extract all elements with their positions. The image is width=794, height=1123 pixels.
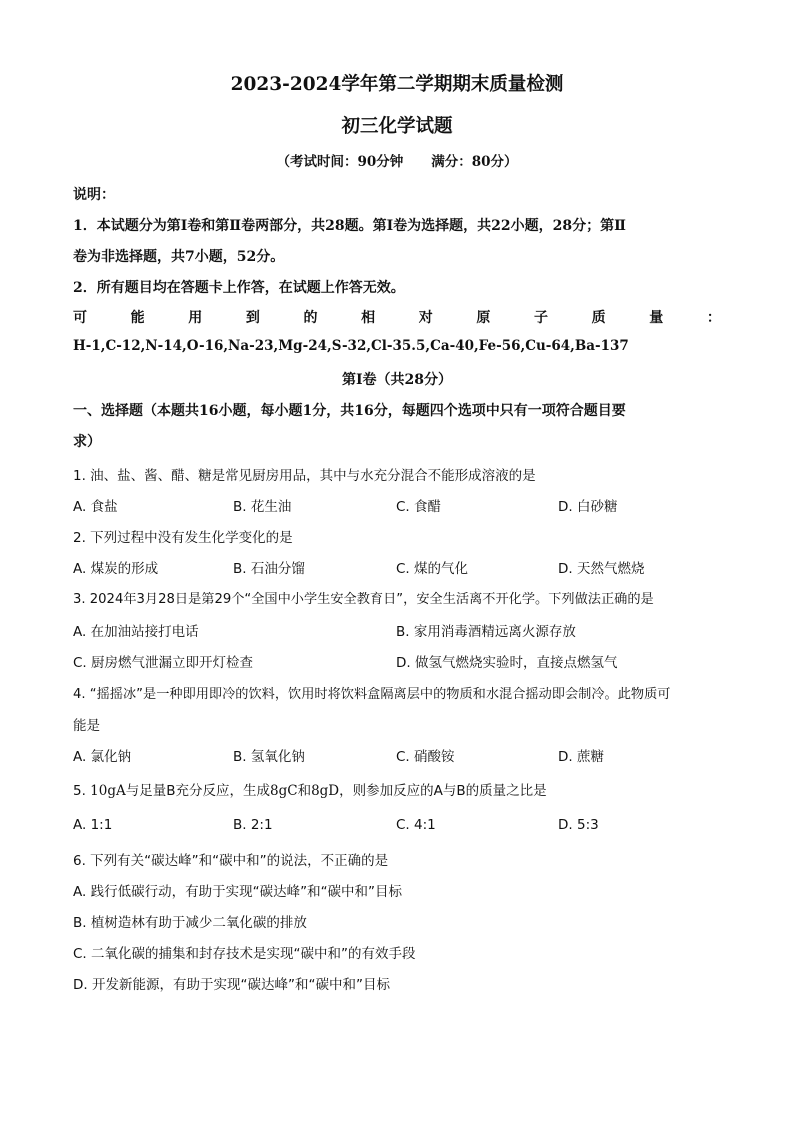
exam-title: 2023-2024学年第二学期期末质量检测 <box>230 74 564 95</box>
question-5-stem <box>73 779 547 799</box>
question-4-option-a: A. 氯化钠 <box>73 749 132 765</box>
stem-text: ，则参加反应的A与B的质量之比是 <box>339 783 547 799</box>
question-2-option-a: A. 煤炭的形成 <box>73 561 159 577</box>
label-char: 到 <box>245 310 260 326</box>
question-3-option-d: D. 做氢气燃烧实验时，直接点燃氢气 <box>396 655 618 671</box>
question-6-stem: 6. 下列有关“碳达峰”和“碳中和”的说法，不正确的是 <box>73 853 389 869</box>
question-2-option-d: D. 天然气燃烧 <box>558 561 645 577</box>
question-1-option-b: B. 花生油 <box>233 499 292 515</box>
question-6-option-c: C. 二氧化碳的捕集和封存技术是实现“碳中和”的有效手段 <box>73 946 416 962</box>
label-char: 原 <box>476 310 491 326</box>
question-2-option-c: C. 煤的气化 <box>396 561 469 577</box>
question-6-option-d: D. 开发新能源，有助于实现“碳达峰”和“碳中和”目标 <box>73 977 390 993</box>
label-char: ： <box>706 310 721 326</box>
question-6-option-a: A. 践行低碳行动，有助于实现“碳达峰”和“碳中和”目标 <box>73 884 403 900</box>
formula-term: 8gC <box>270 783 298 799</box>
question-4-stem-line-2: 能是 <box>73 718 100 734</box>
score-info: 满分：80分） <box>431 154 518 170</box>
note-2: 2．所有题目均在答题卡上作答，在试题上作答无效。 <box>73 280 405 296</box>
question-5-option-a: A. 1:1 <box>73 817 113 833</box>
label-char: 的 <box>303 310 318 326</box>
question-6-option-b: B. 植树造林有助于减少二氧化碳的排放 <box>73 915 307 931</box>
section-title: 第Ⅰ卷（共28分） <box>341 372 453 388</box>
part-heading-line-1: 一、选择题（本题共16小题，每小题1分，共16分，每题四个选项中只有一项符合题目要 <box>73 403 626 419</box>
question-3-option-b: B. 家用消毒酒精远离火源存放 <box>396 624 576 640</box>
question-1-option-d: D. 白砂糖 <box>558 499 618 515</box>
question-number: 5. <box>73 783 91 799</box>
exam-subject: 初三化学试题 <box>341 116 453 137</box>
atomic-masses: H-1,C-12,N-14,O-16,Na-23,Mg-24,S-32,Cl-35.5,Ca-40,Fe-56,Cu-64,Ba-137 <box>73 338 629 354</box>
question-1-option-c: C. 食醋 <box>396 499 442 515</box>
question-5-option-d: D. 5:3 <box>558 817 599 833</box>
question-5-option-b: B. 2:1 <box>233 817 273 833</box>
question-3-option-c: C. 厨房燃气泄漏立即开灯检查 <box>73 655 254 671</box>
question-5-option-c: C. 4:1 <box>396 817 436 833</box>
label-char: 可 <box>73 310 87 326</box>
label-char: 相 <box>361 310 376 326</box>
question-4-option-c: C. 硝酸铵 <box>396 749 455 765</box>
question-1-option-a: A. 食盐 <box>73 499 118 515</box>
formula-term: 10gA <box>90 783 126 799</box>
label-char: 用 <box>188 310 203 326</box>
label-char: 质 <box>591 310 606 326</box>
question-4-option-b: B. 氢氧化钠 <box>233 749 305 765</box>
time-info: （考试时间：90分钟 <box>276 154 404 170</box>
question-2-option-b: B. 石油分馏 <box>233 561 305 577</box>
question-3-stem: 3. 2024年3月28日是第29个“全国中小学生安全教育日”，安全生活离不开化学。下列做法正确的是 <box>73 592 654 607</box>
note-1-line-2: 卷为非选择题，共7小题，52分。 <box>73 249 285 265</box>
part-heading-line-2: 求） <box>73 434 101 450</box>
question-3-option-a: A. 在加油站接打电话 <box>73 624 199 640</box>
label-char: 量 <box>649 310 664 326</box>
question-4-stem-line-1: 4. “摇摇冰”是一种即用即冷的饮料，饮用时将饮料盒隔离层中的物质和水混合摇动即会制冷。此物质可 <box>73 687 671 702</box>
atomic-mass-label <box>73 307 721 327</box>
question-2-stem: 2. 下列过程中没有发生化学变化的是 <box>73 530 293 546</box>
question-4-option-d: D. 蔗糖 <box>558 749 604 765</box>
label-char: 能 <box>130 310 145 326</box>
formula-term: 8gD <box>311 783 340 799</box>
question-1-stem: 1. 油、盐、酱、醋、糖是常见厨房用品，其中与水充分混合不能形成溶液的是 <box>73 468 536 484</box>
label-char: 对 <box>418 310 433 326</box>
label-char: 子 <box>534 310 548 326</box>
notes-heading: 说明： <box>73 187 115 203</box>
stem-text: 和 <box>297 783 312 799</box>
stem-text: 与足量B充分反应，生成 <box>125 783 271 799</box>
note-1-line-1: 1．本试题分为第Ⅰ卷和第Ⅱ卷两部分，共28题。第Ⅰ卷为选择题，共22小题，28分；第Ⅱ <box>73 218 626 234</box>
exam-info <box>0 150 794 170</box>
